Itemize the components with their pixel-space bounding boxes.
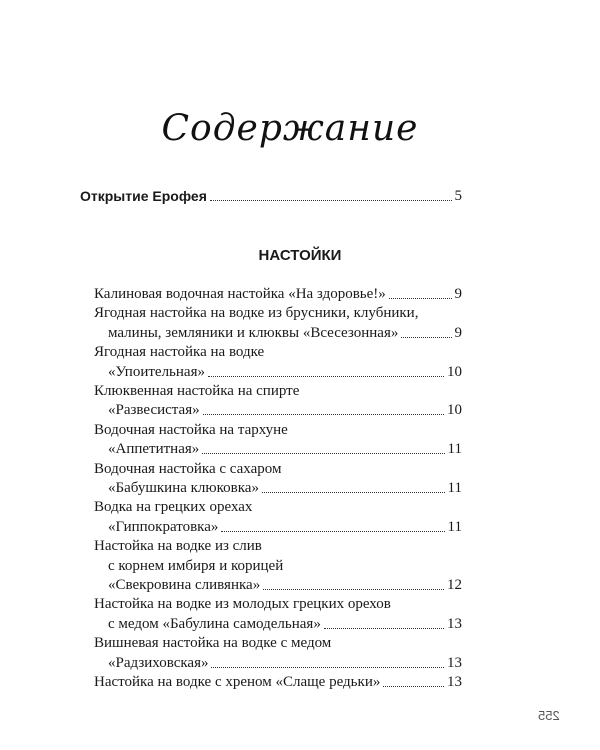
toc-entry-text: Водочная настойка на тархуне [94,421,288,438]
toc-entry-last-line [94,673,462,691]
dot-leader [211,667,444,668]
toc-entry-last-line [108,324,462,342]
toc-page-number: 10 [447,402,462,419]
toc-page-number: 13 [447,674,462,690]
toc-entry-text: Калиновая водочная настойка «На здоровье!» [94,286,386,302]
toc-entry-text: малины, земляники и клюквы «Всесезонная» [108,324,399,341]
toc-entry-text: Открытие Ерофея [80,188,207,204]
dot-leader [210,200,452,201]
toc-entry-text: «Упоительная» [108,363,205,380]
toc-page-number: 9 [454,286,462,302]
toc-page-number: 13 [447,615,462,632]
toc-entry-last-line [108,518,462,536]
toc-entry-last-line [108,440,462,458]
dot-leader [202,453,444,454]
dot-leader [324,628,444,629]
section-heading: НАСТОЙКИ [258,247,342,264]
dot-leader [208,376,444,377]
toc-page-number: 13 [447,654,462,671]
dot-leader [221,531,444,532]
toc-entry-opening[interactable] [80,187,462,205]
toc-entry-text: Ягодная настойка на водке [94,344,265,361]
toc-entry-text: Ягодная настойка на водке из брусники, клубники, [94,305,419,322]
toc-page-number: 12 [447,577,462,593]
toc-entry-text: «Аппетитная» [108,441,200,458]
toc-entry-last-line [108,363,462,381]
toc-page-number: 5 [454,188,462,204]
toc-entry-text: «Свекровина сливянка» [108,577,261,593]
toc-entry-text: Настойка на водке из молодых грецких орехов [94,596,391,613]
dot-leader [383,686,444,687]
toc-entry-text: Настойка на водке с хреном «Слаще редьки» [94,674,381,690]
toc-entry-last-line [108,576,462,594]
page-number-folio: 255 [538,708,560,723]
toc-entry-last-line [108,479,462,497]
dot-leader [262,492,445,493]
toc-entry-text: «Бабушкина клюковка» [108,480,259,496]
toc-page-number: 11 [447,480,462,496]
dot-leader [263,589,444,590]
dot-leader [203,414,444,415]
toc-entry-text: Водка на грецких орехах [94,499,253,516]
toc-page-number: 10 [447,363,462,380]
toc-page-number: 11 [447,518,462,535]
toc-entry-text: Водочная настойка с сахаром [94,460,282,477]
dot-leader [401,337,451,338]
toc-entry-text: с корнем имбиря и корицей [108,557,284,574]
toc-entry-last-line [108,615,462,633]
toc-entry-last-line [108,654,462,672]
toc-entry-text: с медом «Бабулина самодельная» [108,615,321,632]
toc-entry-text: Настойка на водке из слив [94,538,262,555]
toc-entry-text: «Развесистая» [108,402,200,419]
toc-entry-text: «Гиппократовка» [108,518,219,535]
toc-entry-text: Вишневая настойка на водке с медом [94,635,332,652]
dot-leader [389,298,452,299]
toc-entry-text: «Радзиховская» [108,654,209,671]
page-title: Содержание [161,108,419,149]
toc-entry-last-line [108,401,462,419]
toc-entry-text: Клюквенная настойка на спирте [94,383,300,399]
toc-entry-last-line [94,285,462,303]
toc-page-number: 9 [454,324,462,341]
toc-page-number: 11 [447,441,462,458]
